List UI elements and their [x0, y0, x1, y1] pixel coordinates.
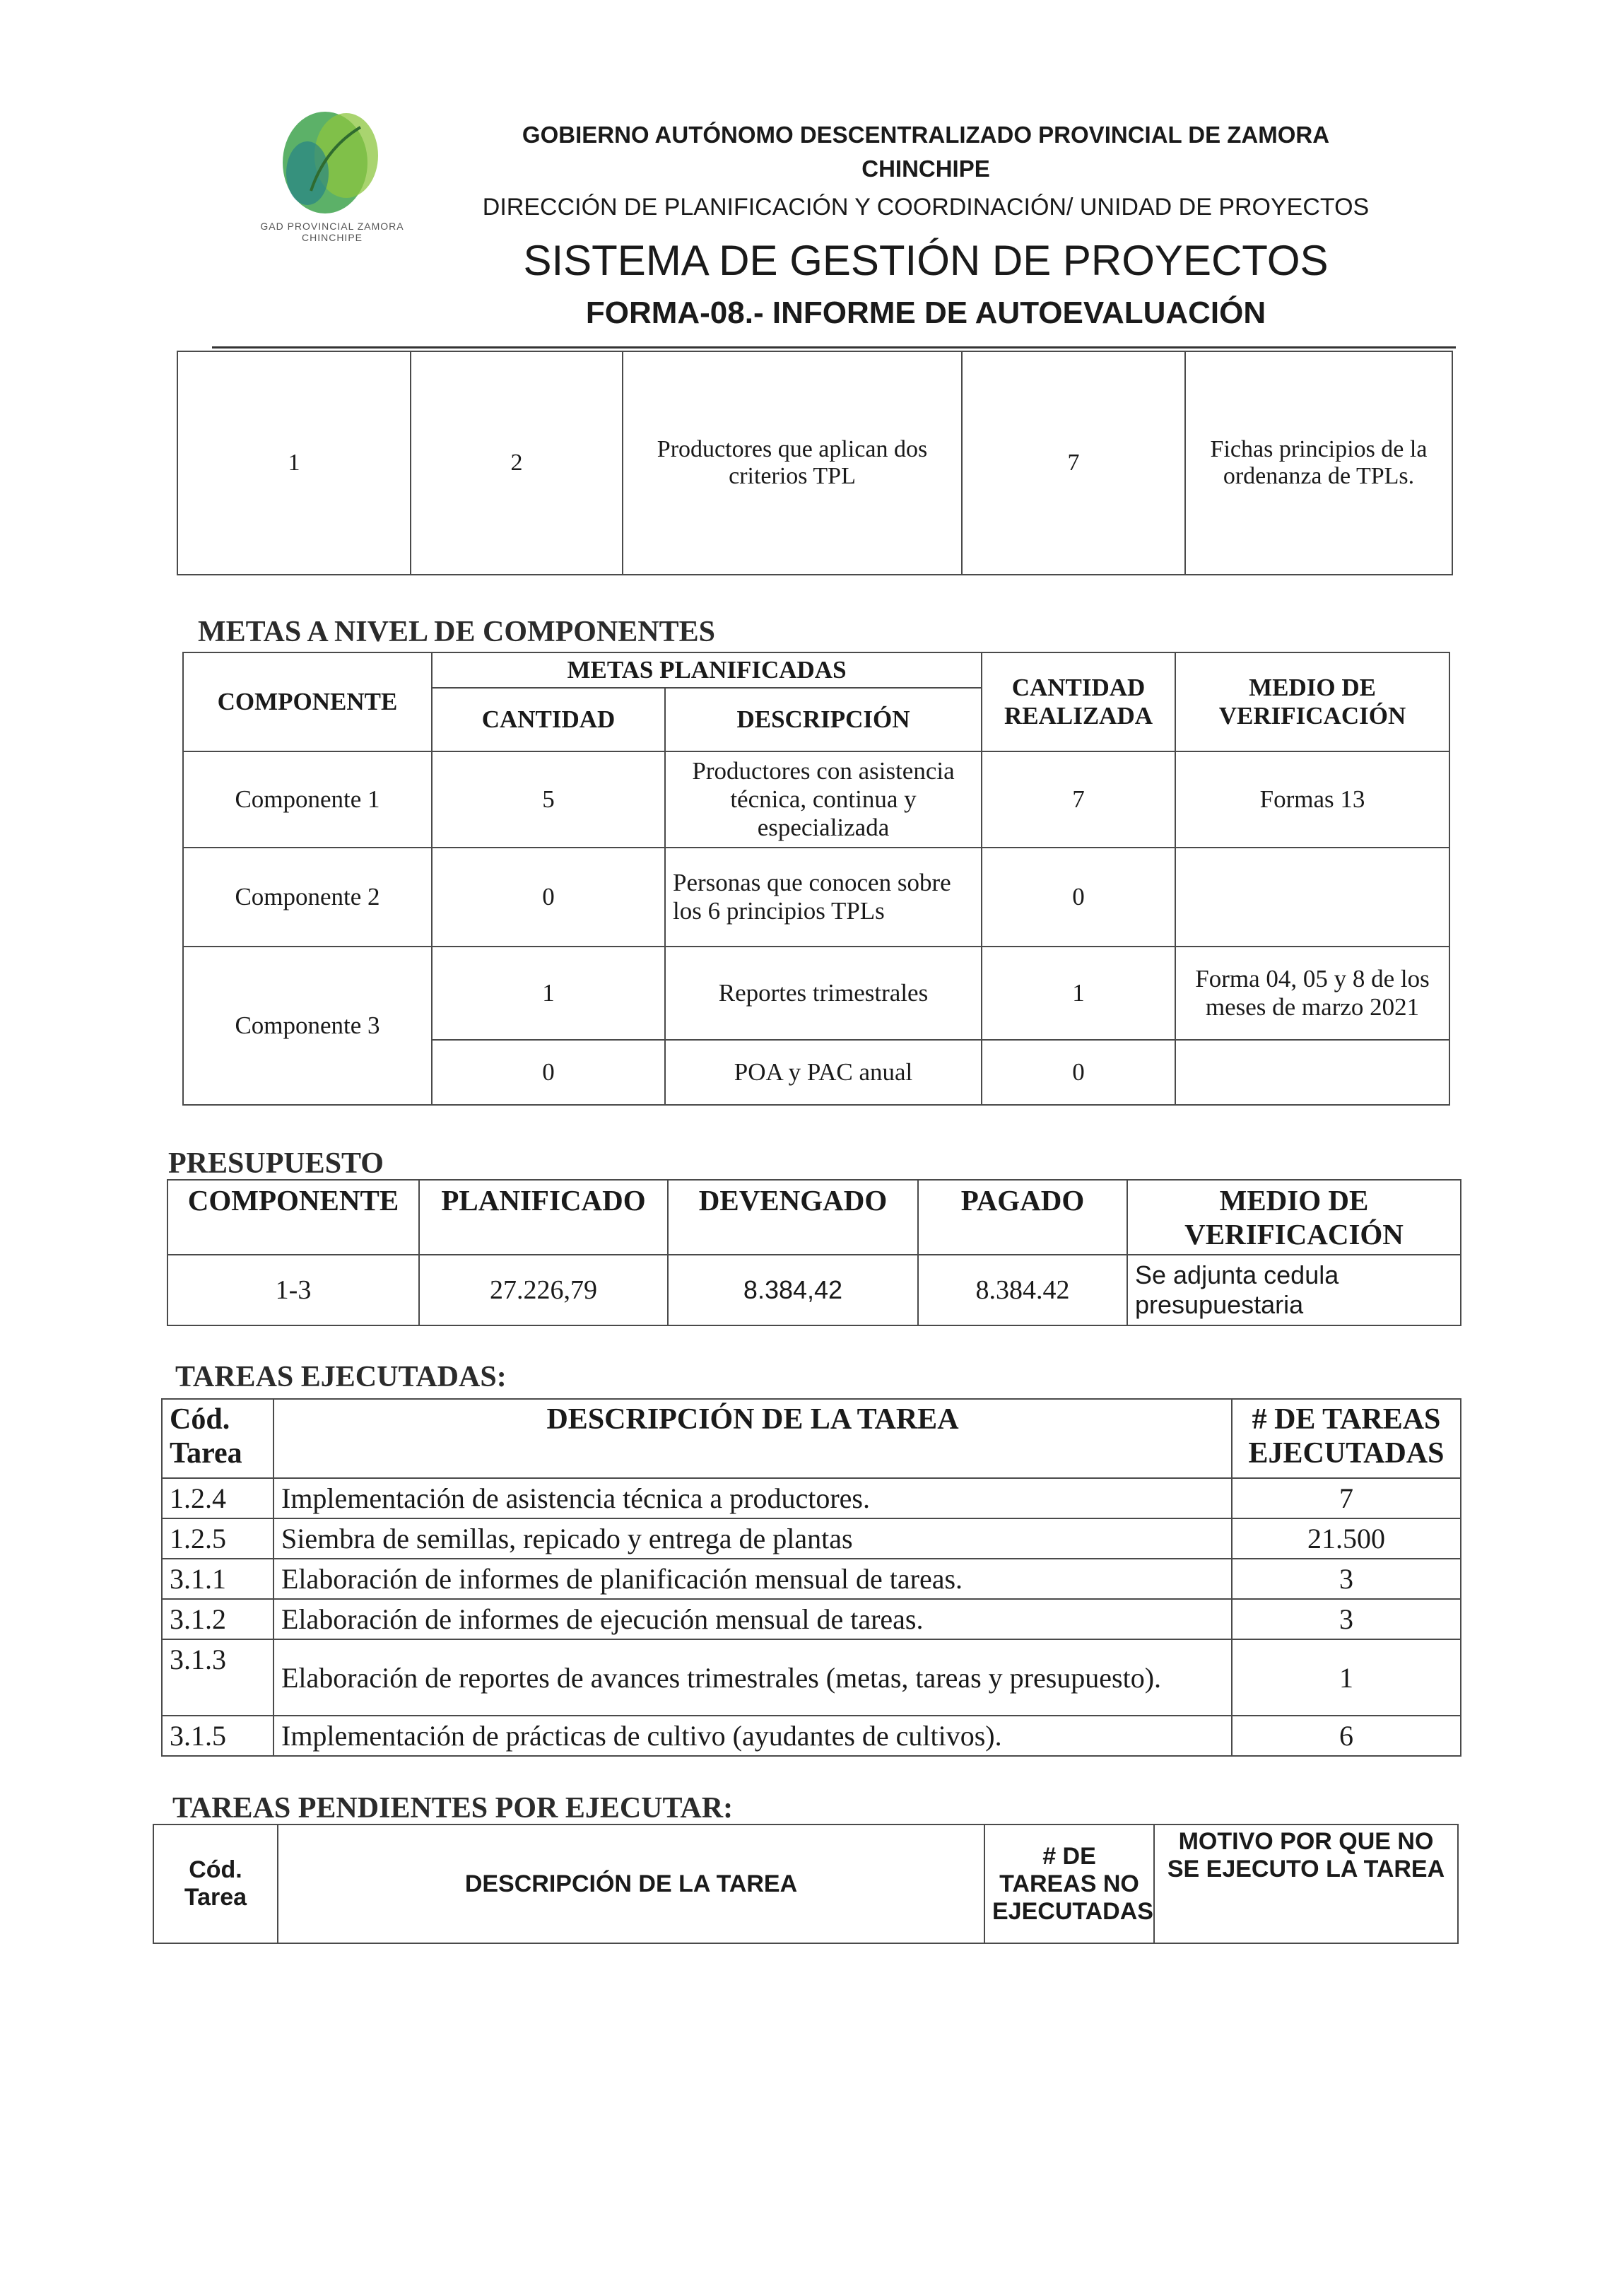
medio-cell — [1175, 1040, 1449, 1105]
indicator-table — [177, 351, 1453, 575]
componente-cell: Componente 3 — [183, 947, 432, 1105]
tareas-heading: TAREAS EJECUTADAS: — [175, 1361, 507, 1393]
table-row — [162, 1559, 1461, 1599]
realizada-cell: 7 — [982, 751, 1175, 848]
pagado-cell: 8.384.42 — [918, 1255, 1127, 1325]
realizada-cell: 1 — [982, 947, 1175, 1040]
table-row — [162, 1478, 1461, 1518]
col-num-tareas: # DE TAREAS EJECUTADAS — [1232, 1399, 1461, 1478]
presupuesto-table — [167, 1179, 1461, 1326]
presupuesto-heading: PRESUPUESTO — [168, 1147, 384, 1180]
table-row — [167, 1255, 1461, 1325]
header-org-line2: CHINCHIPE — [861, 156, 990, 182]
medio-cell: Se adjunta cedula presupuestaria — [1127, 1255, 1461, 1325]
col-devengado: DEVENGADO — [668, 1180, 918, 1255]
desc-cell: Siembra de semillas, repicado y entrega de plantas — [273, 1518, 1232, 1559]
indicator-number: 1 — [177, 351, 411, 575]
col-cantidad: CANTIDAD — [432, 688, 665, 751]
componente-cell: Componente 1 — [183, 751, 432, 848]
realizada-cell: 0 — [982, 848, 1175, 947]
cod-cell: 3.1.5 — [162, 1716, 273, 1756]
desc-cell: Elaboración de reportes de avances trimestrales (metas, tareas y presupuesto). — [273, 1639, 1232, 1716]
col-descripcion-tarea: DESCRIPCIÓN DE LA TAREA — [278, 1824, 984, 1943]
table-row — [162, 1639, 1461, 1716]
pendientes-table — [153, 1824, 1459, 1944]
num-cell: 3 — [1232, 1559, 1461, 1599]
cantidad-cell: 1 — [432, 947, 665, 1040]
col-componente: COMPONENTE — [183, 652, 432, 751]
desc-cell: Elaboración de informes de planificación mensual de tareas. — [273, 1559, 1232, 1599]
pendientes-heading: TAREAS PENDIENTES POR EJECUTAR: — [172, 1792, 734, 1824]
page-title: SISTEMA DE GESTIÓN DE PROYECTOS — [523, 237, 1329, 284]
table-row — [177, 351, 1452, 575]
planificado-cell: 27.226,79 — [419, 1255, 668, 1325]
cantidad-cell: 0 — [432, 1040, 665, 1105]
logo-caption: GAD PROVINCIAL ZAMORA CHINCHIPE — [260, 221, 404, 243]
table-row — [162, 1716, 1461, 1756]
num-cell: 1 — [1232, 1639, 1461, 1716]
metas-heading: METAS A NIVEL DE COMPONENTES — [198, 616, 716, 648]
descripcion-cell: Personas que conocen sobre los 6 principios TPLs — [665, 848, 982, 947]
col-num-no-ejecutadas: # DE TAREAS NO EJECUTADAS — [984, 1824, 1154, 1943]
cod-cell: 3.1.3 — [162, 1639, 273, 1716]
col-planificado: PLANIFICADO — [419, 1180, 668, 1255]
num-cell: 7 — [1232, 1478, 1461, 1518]
tareas-table — [161, 1398, 1461, 1757]
col-descripcion: DESCRIPCIÓN — [665, 688, 982, 751]
table-row — [183, 848, 1449, 947]
cod-cell: 3.1.1 — [162, 1559, 273, 1599]
num-cell: 6 — [1232, 1716, 1461, 1756]
table-header-row — [183, 652, 1449, 688]
col-motivo: MOTIVO POR QUE NO SE EJECUTO LA TAREA — [1154, 1824, 1458, 1943]
metas-table — [182, 652, 1450, 1106]
cantidad-cell: 0 — [432, 848, 665, 947]
col-cantidad-realizada: CANTIDAD REALIZADA — [982, 652, 1175, 751]
realizada-cell: 0 — [982, 1040, 1175, 1105]
cod-cell: 3.1.2 — [162, 1599, 273, 1639]
desc-cell: Implementación de asistencia técnica a productores. — [273, 1478, 1232, 1518]
col-cod-tarea: Cód. Tarea — [162, 1399, 273, 1478]
indicator-value: 7 — [962, 351, 1185, 575]
desc-cell: Implementación de prácticas de cultivo (ayudantes de cultivos). — [273, 1716, 1232, 1756]
table-header-row — [153, 1824, 1458, 1943]
cod-cell: 1.2.5 — [162, 1518, 273, 1559]
header-direction: DIRECCIÓN DE PLANIFICACIÓN Y COORDINACIÓN/ UNIDAD DE PROYECTOS — [482, 194, 1370, 221]
medio-cell: Forma 04, 05 y 8 de los meses de marzo 2021 — [1175, 947, 1449, 1040]
col-componente: COMPONENTE — [167, 1180, 419, 1255]
table-row — [183, 947, 1449, 1040]
cod-cell: 1.2.4 — [162, 1478, 273, 1518]
num-cell: 3 — [1232, 1599, 1461, 1639]
componente-cell: 1-3 — [167, 1255, 419, 1325]
medio-cell: Formas 13 — [1175, 751, 1449, 848]
table-header-row — [167, 1180, 1461, 1255]
col-cod-tarea: Cód. Tarea — [153, 1824, 278, 1943]
table-row — [162, 1518, 1461, 1559]
medio-cell — [1175, 848, 1449, 947]
devengado-cell: 8.384,42 — [668, 1255, 918, 1325]
descripcion-cell: Reportes trimestrales — [665, 947, 982, 1040]
descripcion-cell: Productores con asistencia técnica, continua y especializada — [665, 751, 982, 848]
col-medio-verificacion: MEDIO DE VERIFICACIÓN — [1175, 652, 1449, 751]
descripcion-cell: POA y PAC anual — [665, 1040, 982, 1105]
indicator-description: Productores que aplican dos criterios TPL — [623, 351, 962, 575]
cantidad-cell: 5 — [432, 751, 665, 848]
table-row — [183, 751, 1449, 848]
desc-cell: Elaboración de informes de ejecución mensual de tareas. — [273, 1599, 1232, 1639]
table-header-row — [162, 1399, 1461, 1478]
num-cell: 21.500 — [1232, 1518, 1461, 1559]
componente-cell: Componente 2 — [183, 848, 432, 947]
table-row — [162, 1599, 1461, 1639]
header-org-line1: GOBIERNO AUTÓNOMO DESCENTRALIZADO PROVINCIAL DE ZAMORA — [522, 122, 1330, 148]
col-metas-planificadas: METAS PLANIFICADAS — [432, 652, 982, 688]
col-medio-verificacion: MEDIO DE VERIFICACIÓN — [1127, 1180, 1461, 1255]
indicator-verification: Fichas principios de la ordenanza de TPLs. — [1185, 351, 1452, 575]
col-descripcion-tarea: DESCRIPCIÓN DE LA TAREA — [273, 1399, 1232, 1478]
indicator-code: 2 — [411, 351, 623, 575]
col-pagado: PAGADO — [918, 1180, 1127, 1255]
form-title: FORMA-08.- INFORME DE AUTOEVALUACIÓN — [585, 295, 1266, 330]
header-divider — [212, 346, 1456, 348]
